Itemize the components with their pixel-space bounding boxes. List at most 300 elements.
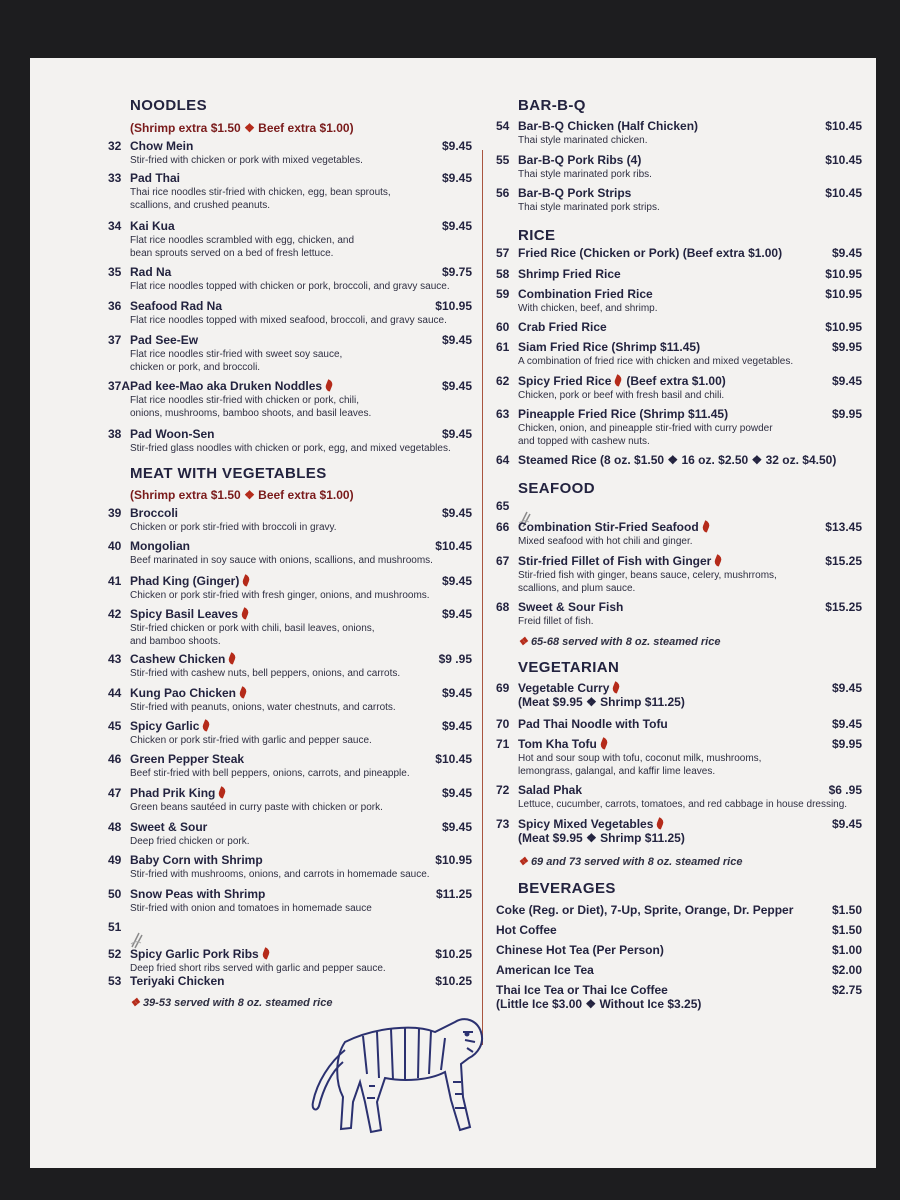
menu-item-row xyxy=(496,246,862,260)
menu-item-row xyxy=(108,920,472,934)
item-number: 71 xyxy=(496,737,510,751)
item-name xyxy=(518,119,819,133)
item-number: 37A xyxy=(108,379,131,393)
item-price: $9.45 xyxy=(441,686,472,700)
chili-pepper-icon xyxy=(714,554,724,566)
item-name xyxy=(130,947,429,961)
menu-item xyxy=(496,407,862,448)
item-number: 60 xyxy=(496,320,510,334)
menu-item xyxy=(108,171,472,212)
item-name-text: Spicy Garlic Pork Ribs xyxy=(130,947,259,961)
item-number: 32 xyxy=(108,139,122,153)
item-price: $9.45 xyxy=(441,379,472,393)
item-name xyxy=(518,186,819,200)
item-number: 52 xyxy=(108,947,122,961)
item-price: $9.45 xyxy=(441,139,472,153)
menu-item xyxy=(496,374,862,402)
menu-item xyxy=(496,963,862,977)
item-name xyxy=(518,520,819,534)
menu-item-row xyxy=(108,139,472,153)
menu-item-row xyxy=(496,153,862,167)
item-price: $9.95 xyxy=(831,340,862,354)
menu-item-row xyxy=(108,853,472,867)
menu-item-row xyxy=(496,320,862,334)
menu-item xyxy=(496,983,862,1011)
seafood-note: ❖ 65-68 served with 8 oz. steamed rice xyxy=(518,636,721,648)
item-name-text: Vegetable Curry xyxy=(518,681,610,695)
item-name xyxy=(496,923,826,937)
item-name-text: Spicy Mixed Vegetables xyxy=(518,817,654,831)
item-name xyxy=(130,887,430,901)
item-number: 49 xyxy=(108,853,122,867)
item-name-text: Mongolian xyxy=(130,539,190,553)
item-number: 69 xyxy=(496,681,510,695)
menu-item xyxy=(496,119,862,147)
item-description: Thai style marinated pork strips. xyxy=(518,202,660,213)
item-name-text: Pineapple Fried Rice (Shrimp $11.45) xyxy=(518,407,729,421)
item-price: $9.95 xyxy=(831,737,862,751)
item-price: $13.45 xyxy=(825,520,862,534)
item-number: 70 xyxy=(496,717,510,731)
menu-item-row xyxy=(496,681,862,695)
item-price: $10.25 xyxy=(435,947,472,961)
item-number: 42 xyxy=(108,607,122,621)
item-price-options: (Meat $9.95 ❖ Shrimp $11.25) xyxy=(518,695,685,709)
item-number: 68 xyxy=(496,600,510,614)
item-description: Stir-fried with onion and tomatoes in homemade sauce xyxy=(130,903,372,914)
chili-pepper-icon xyxy=(614,374,624,386)
item-name xyxy=(130,719,436,733)
meat-extras: (Shrimp extra $1.50 ❖ Beef extra $1.00) xyxy=(130,488,354,502)
menu-item-row xyxy=(496,453,862,467)
menu-item-row xyxy=(108,947,472,961)
menu-item xyxy=(496,186,862,214)
menu-item-row xyxy=(496,923,862,937)
chili-pepper-icon xyxy=(324,379,334,391)
item-name xyxy=(130,853,429,867)
item-description: Mixed seafood with hot chili and ginger. xyxy=(518,536,693,547)
menu-item-row xyxy=(496,983,862,997)
chili-pepper-icon xyxy=(701,520,711,532)
menu-item-row xyxy=(108,333,472,347)
item-number: 36 xyxy=(108,299,122,313)
item-name xyxy=(496,943,826,957)
item-number: 62 xyxy=(496,374,510,388)
tiger-illustration xyxy=(305,1002,495,1142)
item-description: Flat rice noodles scrambled with egg, chicken, and bean sprouts served on a bed of fresh lettuce. xyxy=(130,235,355,259)
menu-item-row xyxy=(496,119,862,133)
chili-pepper-icon xyxy=(656,817,666,829)
item-price: $10.45 xyxy=(435,539,472,553)
item-description: Chicken or pork stir-fried with fresh ginger, onions, and mushrooms. xyxy=(130,590,430,601)
menu-item xyxy=(108,139,472,167)
item-description: Stir-fried with chicken or pork with mixed vegetables. xyxy=(130,155,363,166)
item-name xyxy=(130,333,436,347)
vegetarian-note: ❖ 69 and 73 served with 8 oz. steamed rice xyxy=(518,856,743,868)
menu-item xyxy=(496,817,862,845)
item-price: $2.00 xyxy=(831,963,862,977)
menu-item xyxy=(108,686,472,714)
item-name-text: Tom Kha Tofu xyxy=(518,737,597,751)
menu-item xyxy=(108,752,472,780)
item-price: $10.25 xyxy=(435,974,472,988)
menu-item-row xyxy=(108,171,472,185)
item-number: 53 xyxy=(108,974,122,988)
item-name-text: Rad Na xyxy=(130,265,172,279)
noodles-extras: (Shrimp extra $1.50 ❖ Beef extra $1.00) xyxy=(130,121,354,135)
item-name-text: Pad kee-Mao aka Druken Noddles xyxy=(130,379,323,393)
item-price: $15.25 xyxy=(825,554,862,568)
item-name xyxy=(130,539,429,553)
item-price: $9.45 xyxy=(441,820,472,834)
item-name xyxy=(518,600,819,614)
item-name-text: Chow Mein xyxy=(130,139,194,153)
item-description: Flat rice noodles topped with chicken or pork, broccoli, and gravy sauce. xyxy=(130,281,450,292)
menu-item-row xyxy=(496,186,862,200)
item-name-text: Pad Woon-Sen xyxy=(130,427,215,441)
item-price: $9.45 xyxy=(831,374,862,388)
item-description: Thai style marinated pork ribs. xyxy=(518,169,652,180)
item-description: Flat rice noodles topped with mixed seafood, broccoli, and gravy sauce. xyxy=(130,315,447,326)
menu-item-row xyxy=(108,686,472,700)
menu-item-row xyxy=(108,427,472,441)
item-price: $10.45 xyxy=(825,186,862,200)
menu-item-row xyxy=(496,600,862,614)
item-name xyxy=(518,554,819,568)
item-name-text: Stir-fried Fillet of Fish with Ginger xyxy=(518,554,712,568)
item-name xyxy=(518,287,819,301)
item-price: $1.50 xyxy=(831,923,862,937)
item-name xyxy=(130,786,436,800)
item-description: Deep fried short ribs served with garlic and pepper sauce. xyxy=(130,963,386,974)
item-name xyxy=(496,963,826,977)
item-price: $6 .95 xyxy=(828,783,862,797)
menu-item xyxy=(108,539,472,567)
item-name xyxy=(130,607,436,621)
item-name-text: Teriyaki Chicken xyxy=(130,974,225,988)
item-name xyxy=(518,407,826,421)
vegetarian-heading: VEGETARIAN xyxy=(518,659,620,676)
menu-item-row xyxy=(496,903,862,917)
noodles-heading: NOODLES xyxy=(130,97,207,114)
item-name xyxy=(130,171,436,185)
meat-note: ❖ 39-53 served with 8 oz. steamed rice xyxy=(130,997,333,1009)
item-name xyxy=(496,983,826,997)
menu-item-row xyxy=(108,379,472,393)
diamond-icon: ❖ xyxy=(518,856,528,868)
item-number: 59 xyxy=(496,287,510,301)
menu-item-row xyxy=(108,887,472,901)
menu-item xyxy=(108,379,472,420)
chili-pepper-icon xyxy=(202,719,212,731)
item-number: 47 xyxy=(108,786,122,800)
item-price: $10.45 xyxy=(825,119,862,133)
item-name-text: Cashew Chicken xyxy=(130,652,226,666)
chili-pepper-icon xyxy=(261,947,271,959)
item-name xyxy=(518,783,823,797)
item-name-text: Broccoli xyxy=(130,506,179,520)
item-name xyxy=(518,340,826,354)
item-description: Stir-fried with mushrooms, onions, and carrots in homemade sauce. xyxy=(130,869,430,880)
item-price: $10.95 xyxy=(435,299,472,313)
item-name-text: Shrimp Fried Rice xyxy=(518,267,621,281)
menu-item-row xyxy=(496,737,862,751)
item-name-text: American Ice Tea xyxy=(496,963,594,977)
item-description: Beef marinated in soy sauce with onions, scallions, and mushrooms. xyxy=(130,555,433,566)
item-number: 56 xyxy=(496,186,510,200)
menu-item-row xyxy=(108,265,472,279)
meat-heading: MEAT WITH VEGETABLES xyxy=(130,465,327,482)
item-price: $10.45 xyxy=(825,153,862,167)
menu-item xyxy=(108,506,472,534)
chili-pepper-icon xyxy=(218,786,228,798)
menu-item-row xyxy=(108,607,472,621)
menu-item xyxy=(496,943,862,957)
item-description: With chicken, beef, and shrimp. xyxy=(518,303,658,314)
item-description: Stir-fried glass noodles with chicken or pork, egg, and mixed vegetables. xyxy=(130,443,451,454)
menu-item xyxy=(496,903,862,917)
menu-item-row xyxy=(108,820,472,834)
item-price: $2.75 xyxy=(831,983,862,997)
item-price: $10.45 xyxy=(435,752,472,766)
menu-item-row xyxy=(496,287,862,301)
menu-item xyxy=(496,267,862,281)
item-number: 65 xyxy=(496,499,510,513)
item-name-text: Coke (Reg. or Diet), 7-Up, Sprite, Orange, Dr. Pepper xyxy=(496,903,794,917)
menu-item xyxy=(108,219,472,260)
menu-item-row xyxy=(496,267,862,281)
item-name xyxy=(518,717,826,731)
item-name xyxy=(130,265,436,279)
item-name xyxy=(130,974,429,988)
item-name-text: Sweet & Sour xyxy=(130,820,208,834)
item-description: Chicken, pork or beef with fresh basil and chili. xyxy=(518,390,725,401)
item-name xyxy=(518,153,819,167)
item-name-text: Fried Rice (Chicken or Pork) (Beef extra $1.00) xyxy=(518,246,783,260)
menu-item xyxy=(496,923,862,937)
item-name-text: Chinese Hot Tea (Per Person) xyxy=(496,943,664,957)
item-description: Chicken or pork stir-fried with garlic and pepper sauce. xyxy=(130,735,372,746)
beverages-heading: BEVERAGES xyxy=(518,880,616,897)
item-price: $9.45 xyxy=(441,786,472,800)
column-divider xyxy=(482,150,483,1045)
menu-item-row xyxy=(108,539,472,553)
item-price: $9.45 xyxy=(441,574,472,588)
item-name-text: Spicy Basil Leaves xyxy=(130,607,239,621)
item-number: 63 xyxy=(496,407,510,421)
item-number: 34 xyxy=(108,219,122,233)
menu-item xyxy=(496,783,862,811)
item-number: 61 xyxy=(496,340,510,354)
item-price: $9.45 xyxy=(441,333,472,347)
menu-item xyxy=(108,652,472,680)
item-description: Stir-fried chicken or pork with chili, basil leaves, onions, and bamboo shoots. xyxy=(130,623,375,647)
item-number: 45 xyxy=(108,719,122,733)
item-name-text: Spicy Garlic xyxy=(130,719,200,733)
item-price: $10.95 xyxy=(825,287,862,301)
item-description: Flat rice noodles stir-fried with sweet soy sauce, chicken or pork, and broccoli. xyxy=(130,349,343,373)
diamond-icon: ❖ xyxy=(244,121,255,135)
item-name-text: Crab Fried Rice xyxy=(518,320,607,334)
item-description: Beef stir-fried with bell peppers, onions, carrots, and pineapple. xyxy=(130,768,410,779)
menu-item xyxy=(496,340,862,368)
item-name xyxy=(130,379,436,393)
item-price: $9.95 xyxy=(831,407,862,421)
diamond-icon: ❖ xyxy=(244,488,255,502)
item-name-text: Baby Corn with Shrimp xyxy=(130,853,263,867)
item-description: Chicken, onion, and pineapple stir-fried with curry powder and topped with cashew nuts. xyxy=(518,423,773,447)
menu-item xyxy=(496,681,862,709)
item-name-text: Salad Phak xyxy=(518,783,583,797)
menu-item-row xyxy=(496,783,862,797)
item-name-text: Sweet & Sour Fish xyxy=(518,600,624,614)
item-number: 46 xyxy=(108,752,122,766)
menu-item-row xyxy=(496,817,862,831)
item-price: $11.25 xyxy=(435,887,472,901)
item-number: 57 xyxy=(496,246,510,260)
menu-item-row xyxy=(496,499,862,513)
menu-item xyxy=(108,853,472,881)
item-name xyxy=(130,574,436,588)
item-price: $10.95 xyxy=(435,853,472,867)
item-description: Deep fried chicken or pork. xyxy=(130,836,250,847)
menu-item xyxy=(108,333,472,374)
item-name xyxy=(518,320,819,334)
item-description: Thai style marinated chicken. xyxy=(518,135,648,146)
item-description: Chicken or pork stir-fried with broccoli in gravy. xyxy=(130,522,337,533)
menu-item xyxy=(496,499,862,513)
item-number: 39 xyxy=(108,506,122,520)
menu-item-row xyxy=(108,219,472,233)
item-description: A combination of fried rice with chicken and mixed vegetables. xyxy=(518,356,794,367)
item-number: 66 xyxy=(496,520,510,534)
menu-item xyxy=(108,947,472,975)
item-number: 64 xyxy=(496,453,510,467)
item-name xyxy=(518,681,826,695)
item-description: Stir-fried fish with ginger, beans sauce, celery, mushrroms, scallions, and plum sauce. xyxy=(518,570,777,594)
bbq-heading: BAR-B-Q xyxy=(518,97,586,114)
item-name-text: Seafood Rad Na xyxy=(130,299,223,313)
item-name xyxy=(130,506,436,520)
item-name-text: Steamed Rice (8 oz. $1.50 ❖ 16 oz. $2.50 ❖ 32 oz. $4.50) xyxy=(518,453,837,467)
item-name xyxy=(518,374,826,388)
item-price: $9.45 xyxy=(441,719,472,733)
item-number: 55 xyxy=(496,153,510,167)
item-price: $9 .95 xyxy=(438,652,472,666)
menu-item-row xyxy=(108,974,472,988)
item-description: Stir-fried with cashew nuts, bell peppers, onions, and carrots. xyxy=(130,668,401,679)
menu-item-row xyxy=(496,407,862,421)
chili-pepper-icon xyxy=(242,574,252,586)
item-number: 41 xyxy=(108,574,122,588)
item-price: $15.25 xyxy=(825,600,862,614)
diamond-icon: ❖ xyxy=(130,997,140,1009)
item-name xyxy=(130,299,429,313)
menu-item-row xyxy=(108,652,472,666)
menu-item xyxy=(108,786,472,814)
item-price: $9.45 xyxy=(441,607,472,621)
menu-item-row xyxy=(496,340,862,354)
menu-item-row xyxy=(496,520,862,534)
chili-pepper-icon xyxy=(228,652,238,664)
menu-item-row xyxy=(108,574,472,588)
menu-item xyxy=(496,153,862,181)
item-name-text: Bar-B-Q Pork Ribs (4) xyxy=(518,153,642,167)
chili-pepper-icon xyxy=(599,737,609,749)
item-number: 50 xyxy=(108,887,122,901)
item-description: Thai rice noodles stir-fried with chicken, egg, bean sprouts, scallions, and crushed peanuts. xyxy=(130,187,391,211)
seafood-heading: SEAFOOD xyxy=(518,480,595,497)
item-name-text: Kung Pao Chicken xyxy=(130,686,237,700)
item-name xyxy=(518,267,819,281)
menu-item xyxy=(108,265,472,293)
menu-item xyxy=(108,887,472,915)
item-number: 43 xyxy=(108,652,122,666)
item-number: 33 xyxy=(108,171,122,185)
item-price: $1.50 xyxy=(831,903,862,917)
item-number: 73 xyxy=(496,817,510,831)
menu-item xyxy=(496,320,862,334)
item-name-text: Hot Coffee xyxy=(496,923,557,937)
menu-item xyxy=(496,520,862,548)
menu-item xyxy=(108,299,472,327)
menu-item xyxy=(496,453,862,467)
menu-item xyxy=(108,574,472,602)
item-name-text: Green Pepper Steak xyxy=(130,752,245,766)
menu-sheet xyxy=(30,58,876,1168)
item-price: $10.95 xyxy=(825,267,862,281)
item-price-options: (Little Ice $3.00 ❖ Without Ice $3.25) xyxy=(496,997,702,1011)
diamond-icon: ❖ xyxy=(518,636,528,648)
item-name xyxy=(496,903,826,917)
item-description: Green beans sautéed in curry paste with chicken or pork. xyxy=(130,802,383,813)
item-description: Freid fillet of fish. xyxy=(518,616,594,627)
item-number: 58 xyxy=(496,267,510,281)
item-name xyxy=(130,652,433,666)
item-name xyxy=(518,737,826,751)
item-number: 44 xyxy=(108,686,122,700)
menu-item-row xyxy=(496,963,862,977)
menu-item xyxy=(496,287,862,315)
item-name-text: Phad King (Ginger) xyxy=(130,574,240,588)
item-price: $1.00 xyxy=(831,943,862,957)
item-number: 54 xyxy=(496,119,510,133)
item-price: $9.75 xyxy=(441,265,472,279)
item-name-text: Combination Stir-Fried Seafood xyxy=(518,520,699,534)
item-number: 72 xyxy=(496,783,510,797)
item-name xyxy=(130,752,429,766)
item-price: $9.45 xyxy=(441,171,472,185)
item-name-text: Siam Fried Rice (Shrimp $11.45) xyxy=(518,340,701,354)
item-name xyxy=(130,820,436,834)
item-name xyxy=(518,817,826,831)
menu-item xyxy=(496,737,862,778)
menu-item-row xyxy=(496,374,862,388)
menu-item xyxy=(496,246,862,260)
item-name-text: Thai Ice Tea or Thai Ice Coffee xyxy=(496,983,668,997)
item-name-text: Pad Thai xyxy=(130,171,181,185)
menu-item-row xyxy=(496,943,862,957)
menu-item xyxy=(496,554,862,595)
item-name xyxy=(130,139,436,153)
item-name-text: Combination Fried Rice xyxy=(518,287,653,301)
item-name xyxy=(518,246,826,260)
menu-item xyxy=(108,974,472,988)
menu-item xyxy=(108,719,472,747)
menu-item xyxy=(108,820,472,848)
item-name-text: Kai Kua xyxy=(130,219,175,233)
menu-item xyxy=(496,717,862,731)
